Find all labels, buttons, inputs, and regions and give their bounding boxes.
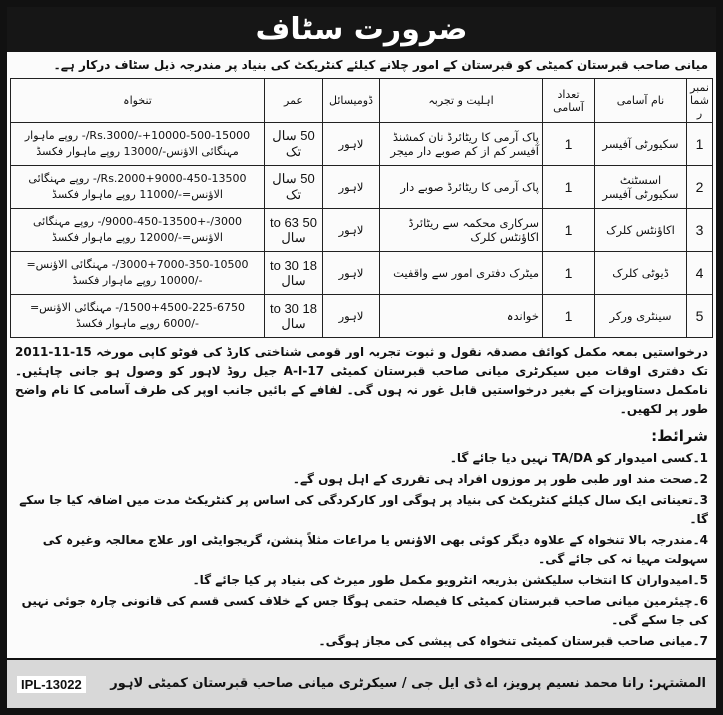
cell-qualification: پاک آرمی کا ریٹائرڈ نان کمشنڈ آفیسر کم از کم صوبے دار میجر (380, 123, 543, 166)
cell-serial: 4 (687, 252, 713, 295)
header-qualification: اہلیت و تجربہ (380, 79, 543, 123)
cell-count: 1 (543, 295, 595, 338)
cell-count: 1 (543, 166, 595, 209)
cell-domicile: لاہور (323, 166, 380, 209)
header-domicile: ڈومیسائل (323, 79, 380, 123)
cell-salary: 1500+4500-225-6750/- مہنگائی الاؤنس= -/6000 روپے ماہوار فکسڈ (11, 295, 265, 338)
header-serial: نمبر شمار (687, 79, 713, 123)
table-row (11, 123, 713, 166)
cell-qualification: پاک آرمی کا ریٹائرڈ صوبے دار (380, 166, 543, 209)
cell-age: 50 سال تک (265, 166, 323, 209)
table-row (11, 209, 713, 252)
cell-salary: Rs.3000/-+10000-500-15000/- روپے ماہوار مہنگائی الاؤنس-/13000 روپے ماہوار فکسڈ (11, 123, 265, 166)
cell-serial: 5 (687, 295, 713, 338)
cell-serial: 1 (687, 123, 713, 166)
cell-serial: 3 (687, 209, 713, 252)
cell-serial: 2 (687, 166, 713, 209)
cell-post: ڈیوٹی کلرک (595, 252, 687, 295)
cell-age: 50 سال تک (265, 123, 323, 166)
cell-domicile: لاہور (323, 209, 380, 252)
condition-item: 5۔امیدواران کا انتخاب سلیکشن بذریعہ انٹرویو مکمل طور میرٹ کی بنیاد پر کیا جائے گا۔ (192, 573, 708, 587)
cell-qualification: خواندہ (380, 295, 543, 338)
jobs-table (10, 78, 713, 338)
cell-domicile: لاہور (323, 295, 380, 338)
ad-code: IPL-13022 (17, 676, 86, 693)
table-row (11, 166, 713, 209)
cell-post: سکیورٹی آفیسر (595, 123, 687, 166)
advertiser: المشتہر: رانا محمد نسیم پرویز، اے ڈی ایل جی / سیکرٹری میانی صاحب قبرستان کمیٹی لاہور (110, 676, 706, 691)
header-post: نام آسامی (595, 79, 687, 123)
ad-title: ضرورت سٹاف (7, 7, 716, 52)
cell-post: اکاؤنٹس کلرک (595, 209, 687, 252)
header-count: تعداد آسامی (543, 79, 595, 123)
cell-age: 18 to 30 سال (265, 295, 323, 338)
condition-item: 6۔چیئرمین میانی صاحب قبرستان کمیٹی کا فیصلہ حتمی ہوگا جس کے خلاف کسی قسم کی قانونی چارہ جوئی نہیں کی جا سکے گی۔ (21, 594, 708, 627)
cell-salary: Rs.2000+9000-450-13500/- روپے مہنگائی الاؤنس=-/11000 روپے ماہوار فکسڈ (11, 166, 265, 209)
cell-age: 18 to 30 سال (265, 252, 323, 295)
condition-item: 7۔میانی صاحب قبرستان کمیٹی تنخواہ کی پیشی کی مجاز ہوگی۔ (318, 634, 708, 648)
conditions (7, 421, 716, 658)
cell-post: اسسٹنٹ سکیورٹی آفیسر (595, 166, 687, 209)
cell-salary: 3000+7000-350-10500/- مہنگائی الاؤنس= -/10000 روپے ماہوار فکسڈ (11, 252, 265, 295)
condition-item: 3۔تعیناتی ایک سال کیلئے کنٹریکٹ کی بنیاد پر ہوگی اور کارکردگی کی اساس پر کنٹریکٹ مدت میں اضافہ کیا جا سکے گا۔ (19, 493, 708, 526)
cell-count: 1 (543, 209, 595, 252)
cell-domicile: لاہور (323, 123, 380, 166)
condition-item: 4۔مندرجہ بالا تنخواہ کے علاوہ دیگر کوئی بھی الاؤنس یا مراعات مثلاً پنشن، گریجوایٹی اور علاج معالجہ وغیرہ کی سہولت مہیا نہ کی جائے گی۔ (42, 533, 708, 566)
cell-count: 1 (543, 252, 595, 295)
cell-salary: 3000/-+9000-450-13500/- روپے مہنگائی الاؤنس=-/12000 روپے ماہوار فکسڈ (11, 209, 265, 252)
cell-qualification: سرکاری محکمہ سے ریٹائرڈ اکاؤنٹس کلرک (380, 209, 543, 252)
cell-age: 50 to 63 سال (265, 209, 323, 252)
condition-item: 1۔کسی امیدوار کو TA/DA نہیں دیا جائے گا۔ (449, 451, 708, 465)
application-instructions: درخواستیں بمعہ مکمل کوائف مصدقہ نقول و ثبوت تجربہ اور قومی شناختی کارڈ کی فوٹو کاپی مورخہ 15-11-2011 تک دفتری اوقات میں سیکرٹری میانی صاحب قبرستان کمیٹی A-I-17 جیل روڈ لاہور کو وصول ہو جانی چاہئیں۔ نامکمل دستاویزات کے بغیر درخواستیں قابل غور نہ ہوں گی۔ لفافے کے بائیں جانب اوپر کی طرف آسامی کا نام واضح طور پر لکھیں۔ (15, 345, 708, 416)
intro-text: میانی صاحب قبرستان کمیٹی کو قبرستان کے امور چلانے کیلئے کنٹریکٹ کی بنیاد پر مندرجہ ذیل سٹاف درکار ہے۔ (53, 58, 708, 72)
table-header (11, 79, 713, 123)
cell-count: 1 (543, 123, 595, 166)
table-row (11, 295, 713, 338)
table-row (11, 252, 713, 295)
cell-qualification: میٹرک دفتری امور سے واقفیت (380, 252, 543, 295)
header-salary: تنخواہ (11, 79, 265, 123)
cell-post: سینٹری ورکر (595, 295, 687, 338)
condition-item: 2۔صحت مند اور طبی طور پر موزوں افراد ہی تقرری کے اہل ہوں گے۔ (292, 472, 708, 486)
footer (7, 658, 716, 708)
conditions-title: شرائط: (651, 427, 708, 445)
header-age: عمر (265, 79, 323, 123)
cell-domicile: لاہور (323, 252, 380, 295)
